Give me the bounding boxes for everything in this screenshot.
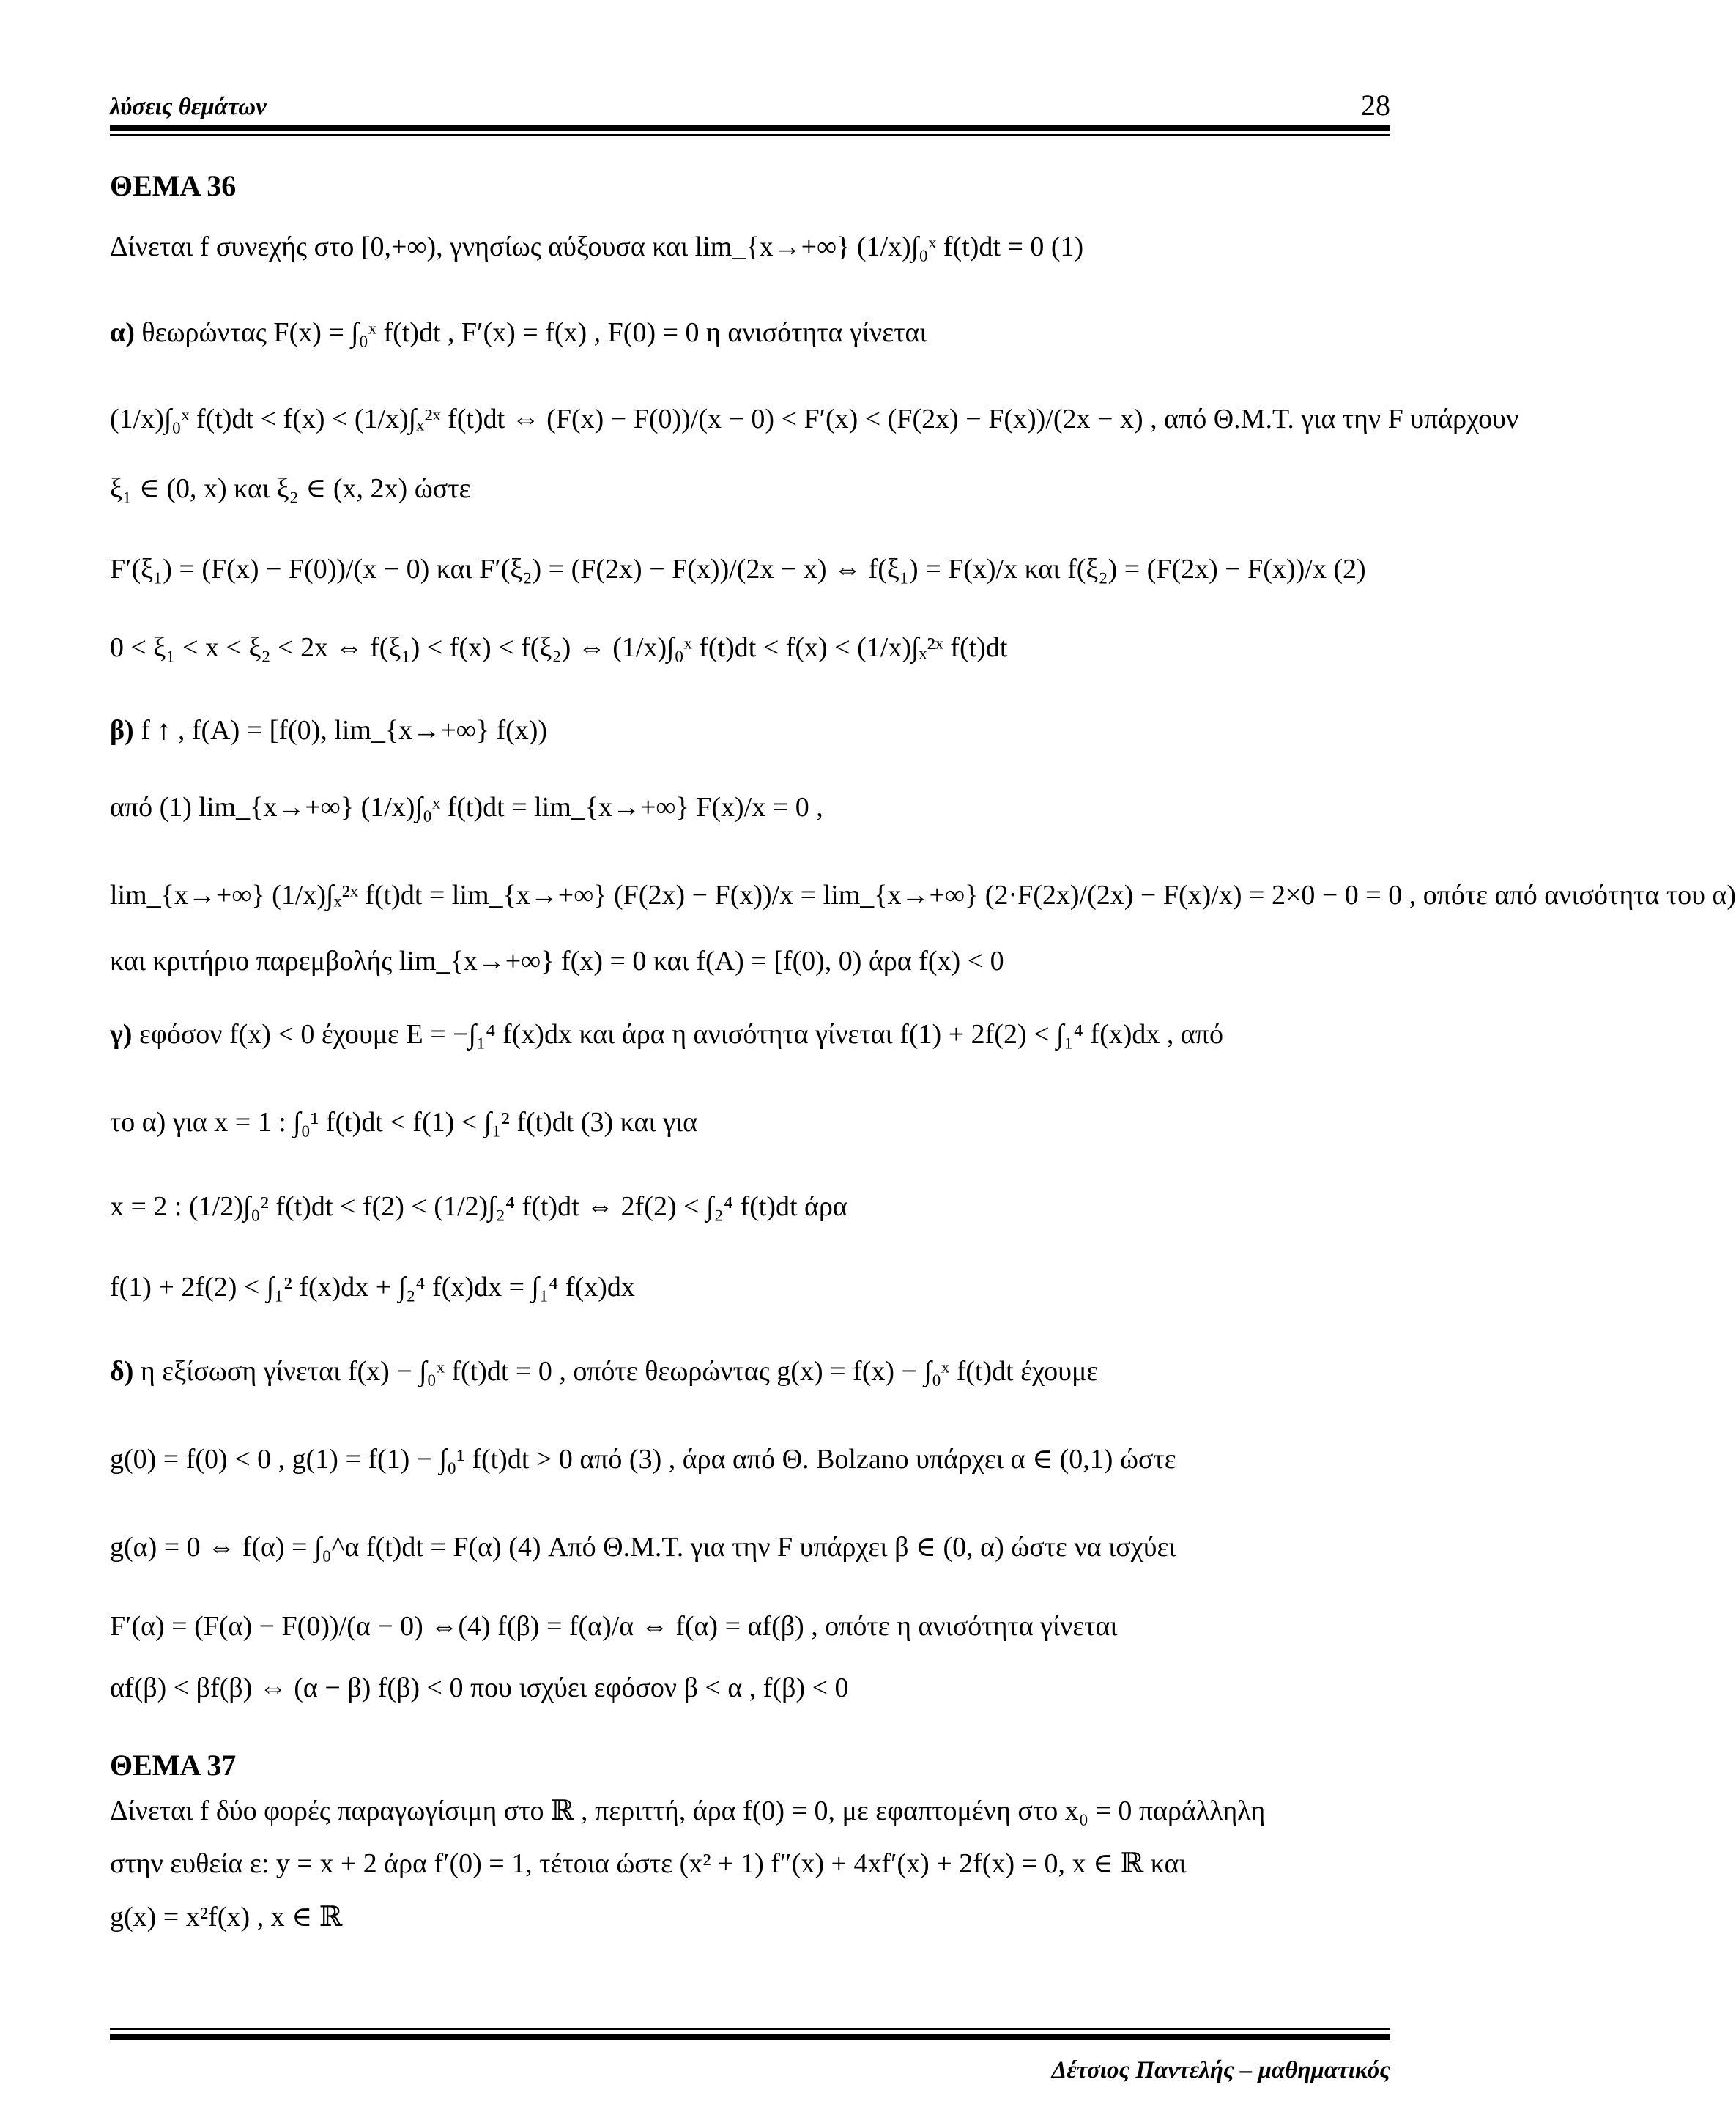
text-line [110, 1795, 1265, 1827]
line-text: x = 2 : (1/2)∫₀² f(t)dt < f(2) < (1/2)∫₂⁴ f(t)dt ⇔ 2f(2) < ∫₂⁴ f(t)dt άρα [110, 1191, 847, 1222]
text-line [110, 631, 1007, 664]
text-line [110, 1018, 1223, 1051]
text-line [110, 714, 547, 746]
text-line [110, 1271, 635, 1303]
text-line [110, 1106, 697, 1138]
line-text: f(1) + 2f(2) < ∫₁² f(x)dx + ∫₂⁴ f(x)dx = ∫₁⁴ f(x)dx [110, 1272, 635, 1303]
line-text: Δίνεται f δύο φορές παραγωγίσιμη στο ℝ , περιττή, άρα f(0) = 0, με εφαπτομένη στο x₀ = 0 παράλληλη [110, 1796, 1266, 1826]
text-line [110, 1672, 849, 1704]
footer-author: Δέτσιος Παντελής – μαθηματικός [1051, 2057, 1390, 2083]
line-text: ΘΕΜΑ 36 [110, 169, 237, 202]
footer-rule-thin [110, 2028, 1390, 2030]
line-text: ξ₁ ∈ (0, x) και ξ₂ ∈ (x, 2x) ώστε [110, 473, 471, 504]
text-line [110, 791, 823, 823]
text-line [110, 1443, 1176, 1475]
text-line [110, 1355, 1098, 1387]
part-label: δ) [110, 1356, 141, 1387]
line-text: (1/x)∫₀ˣ f(t)dt < f(x) < (1/x)∫ₓ²ˣ f(t)dt ⇔ (F(x) − F(0))/(x − 0) < F′(x) < (F(2x) − F(x))/(2x − x) , από Θ.Μ.Τ. για την F υπάρχουν [110, 404, 1519, 434]
text-line [110, 1531, 1176, 1563]
section-heading [110, 170, 236, 202]
text-line [110, 1190, 847, 1223]
line-text: lim_{x→+∞} (1/x)∫ₓ²ˣ f(t)dt = lim_{x→+∞} (F(2x) − F(x))/x = lim_{x→+∞} (2·F(2x)/(2x) − F(x)/x) = 2×0 − 0 = 0 , οπότε από ανισότητα του α) [110, 880, 1736, 911]
text-line [110, 1610, 1118, 1642]
header-rule [110, 125, 1390, 131]
line-text: στην ευθεία ε: y = x + 2 άρα f′(0) = 1, τέτοια ώστε (x² + 1) f″(x) + 4xf′(x) + 2f(x) = 0, x ∈ ℝ και [110, 1848, 1187, 1879]
part-label: β) [110, 715, 141, 746]
line-text: από (1) lim_{x→+∞} (1/x)∫₀ˣ f(t)dt = lim_{x→+∞} F(x)/x = 0 , [110, 792, 823, 823]
header-rule-thin [110, 134, 1390, 136]
part-label: α) [110, 317, 142, 348]
text-line [110, 1901, 342, 1933]
line-text: F′(α) = (F(α) − F(0))/(α − 0) ⇔(4) f(β) = f(α)/α ⇔ f(α) = αf(β) , οπότε η ανισότητα γίνεται [110, 1611, 1118, 1642]
text-line [110, 879, 1736, 911]
page-number: 28 [1361, 89, 1390, 122]
line-text: το α) για x = 1 : ∫₀¹ f(t)dt < f(1) < ∫₁² f(t)dt (3) και για [110, 1107, 698, 1138]
line-text: g(x) = x²f(x) , x ∈ ℝ [110, 1902, 343, 1933]
running-header: λύσεις θεμάτων [110, 94, 267, 120]
text-line [110, 473, 470, 505]
line-text: g(α) = 0 ⇔ f(α) = ∫₀^α f(t)dt = F(α) (4) Από Θ.Μ.Τ. για την F υπάρχει β ∈ (0, α) ώστε να ισχύει [110, 1532, 1176, 1563]
line-text: g(0) = f(0) < 0 , g(1) = f(1) − ∫₀¹ f(t)dt > 0 από (3) , άρα από Θ. Bolzano υπάρχει α ∈ (0,1) ώστε [110, 1444, 1176, 1475]
text-line [110, 403, 1518, 435]
line-text: Δίνεται f συνεχής στο [0,+∞), γνησίως αύξουσα και lim_{x→+∞} (1/x)∫₀ˣ f(t)dt = 0 (1) [110, 231, 1084, 262]
line-text: εφόσον f(x) < 0 έχουμε E = −∫₁⁴ f(x)dx και άρα η ανισότητα γίνεται f(1) + 2f(2) < ∫₁⁴ f(x)dx , από [138, 1019, 1223, 1050]
text-line [110, 316, 927, 349]
line-text: αf(β) < βf(β) ⇔ (α − β) f(β) < 0 που ισχύει εφόσον β < α , f(β) < 0 [110, 1672, 849, 1703]
text-line [110, 945, 1004, 977]
section-heading [110, 1749, 236, 1782]
line-text: ΘΕΜΑ 37 [110, 1749, 237, 1782]
line-text: f ↑ , f(A) = [f(0), lim_{x→+∞} f(x)) [141, 715, 548, 746]
text-line [110, 1848, 1187, 1880]
line-text: η εξίσωση γίνεται f(x) − ∫₀ˣ f(t)dt = 0 , οπότε θεωρώντας g(x) = f(x) − ∫₀ˣ f(t)dt έχουμε [140, 1356, 1099, 1387]
line-text: και κριτήριο παρεμβολής lim_{x→+∞} f(x) = 0 και f(A) = [f(0), 0) άρα f(x) < 0 [110, 946, 1004, 977]
part-label: γ) [110, 1019, 139, 1050]
line-text: 0 < ξ₁ < x < ξ₂ < 2x ⇔ f(ξ₁) < f(x) < f(ξ₂) ⇔ (1/x)∫₀ˣ f(t)dt < f(x) < (1/x)∫ₓ²ˣ f(t)dt [110, 632, 1008, 663]
footer-rule [110, 2034, 1390, 2040]
text-line [110, 231, 1083, 263]
text-line [110, 553, 1366, 585]
line-text: θεωρώντας F(x) = ∫₀ˣ f(t)dt , F′(x) = f(x) , F(0) = 0 η ανισότητα γίνεται [141, 317, 927, 348]
line-text: F′(ξ₁) = (F(x) − F(0))/(x − 0) και F′(ξ₂) = (F(2x) − F(x))/(2x − x) ⇔ f(ξ₁) = F(x)/x και f(ξ₂) = (F(2x) − F(x))/x (2) [110, 554, 1366, 585]
